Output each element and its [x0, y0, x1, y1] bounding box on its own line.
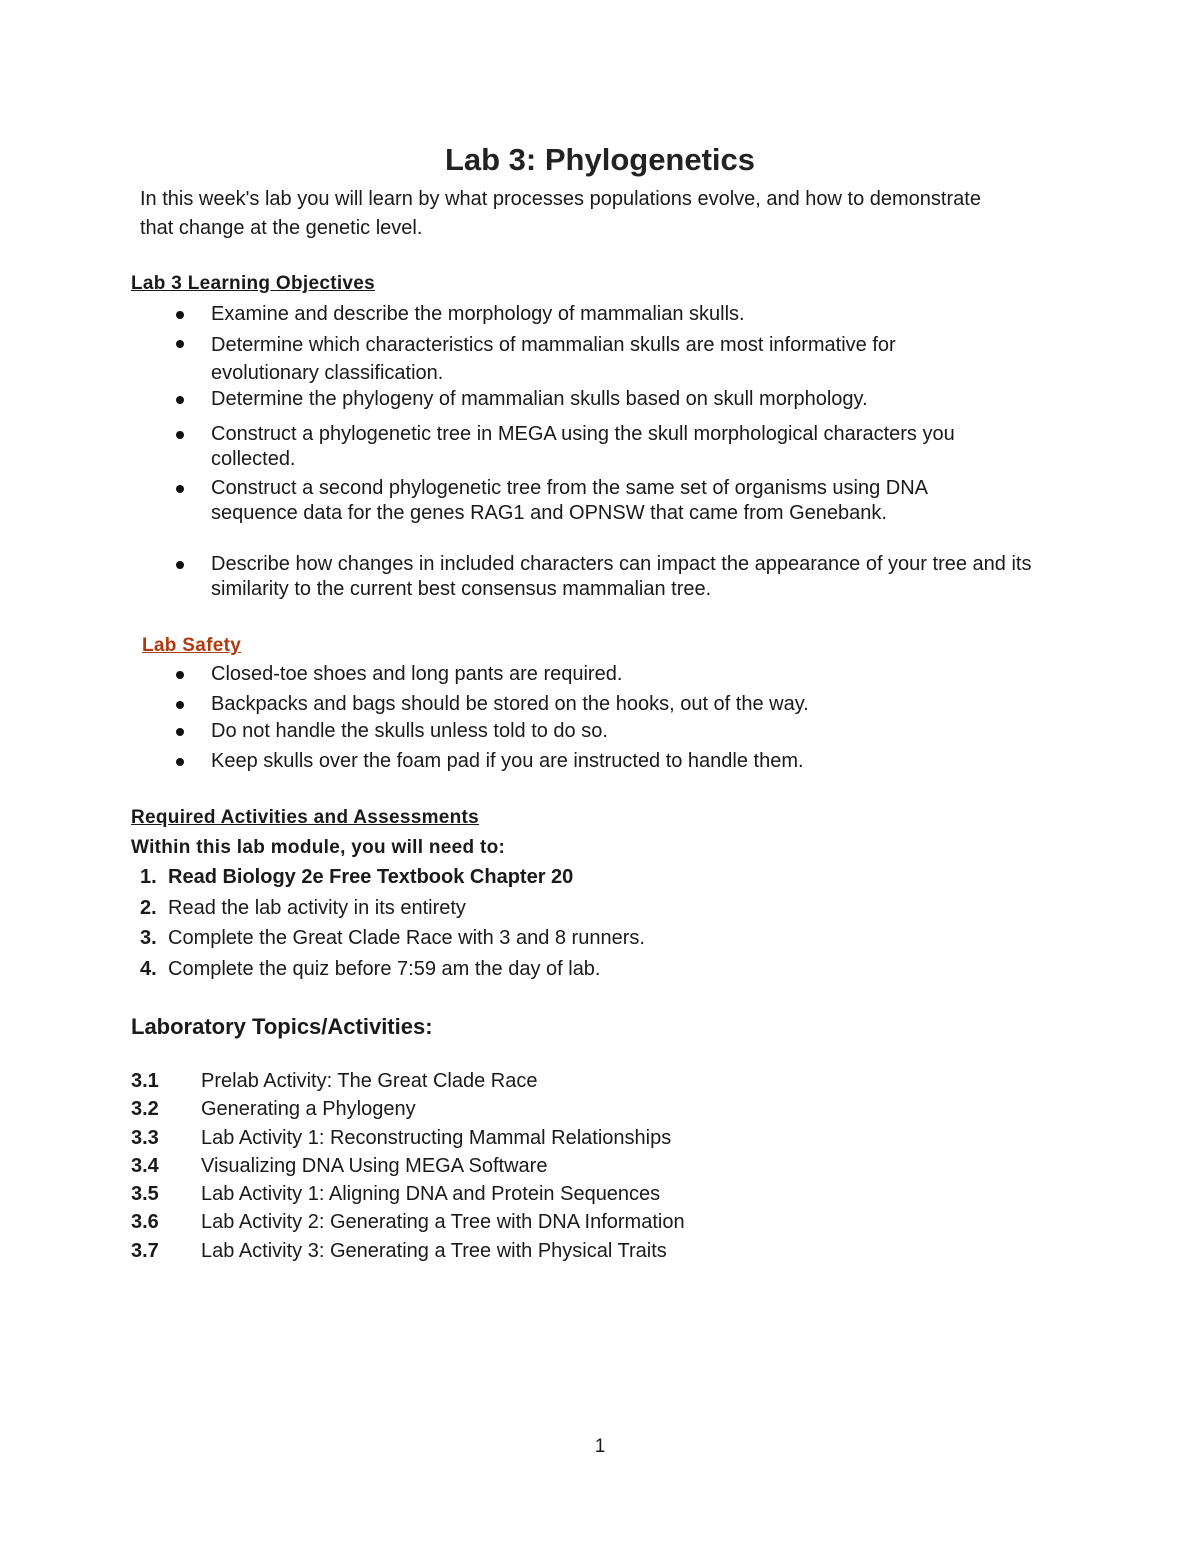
item-number: 4. — [140, 957, 157, 980]
list-item: Keep skulls over the foam pad if you are instructed to handle them. — [171, 749, 1071, 774]
topic-number: 3.4 — [131, 1154, 159, 1177]
list-item: Construct a second phylogenetic tree from the same set of organisms using DNA sequence data for the genes RAG1 and OPNSW that came from Genebank. — [171, 476, 951, 526]
topic-item — [131, 1238, 685, 1266]
topic-text: Prelab Activity: The Great Clade Race — [201, 1070, 538, 1092]
item-number: 2. — [140, 896, 157, 919]
topic-text: Generating a Phylogeny — [201, 1098, 416, 1121]
list-item: Closed-toe shoes and long pants are required. — [171, 662, 1071, 687]
item-number: 3. — [140, 927, 157, 949]
topic-text: Lab Activity 1: Aligning DNA and Protein Sequences — [201, 1183, 661, 1206]
required-heading: Required Activities and Assessments — [131, 807, 480, 828]
required-list — [140, 864, 645, 986]
topic-item — [131, 1209, 685, 1237]
topic-item — [131, 1153, 685, 1181]
topic-number: 3.2 — [131, 1098, 159, 1121]
item-text: Read Biology 2e Free Textbook Chapter 20 — [168, 866, 574, 888]
list-item — [140, 864, 645, 895]
item-number: 1. — [140, 866, 157, 888]
topic-text: Visualizing DNA Using MEGA Software — [201, 1154, 548, 1177]
list-item: Backpacks and bags should be stored on the hooks, out of the way. — [171, 692, 1071, 717]
item-text: Complete the quiz before 7:59 am the day of lab. — [168, 957, 601, 980]
topic-number: 3.6 — [131, 1211, 159, 1234]
topic-number: 3.3 — [131, 1126, 159, 1149]
list-item: Describe how changes in included characters can impact the appearance of your tree and its similarity to the current best consensus mammalian tree. — [171, 552, 1071, 602]
page-title: Lab 3: Phylogenetics — [444, 142, 756, 177]
objectives-heading: Lab 3 Learning Objectives — [131, 273, 376, 294]
topic-number: 3.5 — [131, 1183, 159, 1206]
topics-heading: Laboratory Topics/Activities: — [131, 1014, 433, 1039]
topic-item — [131, 1181, 685, 1209]
list-item: Determine the phylogeny of mammalian skulls based on skull morphology. — [171, 387, 1071, 412]
topic-text: Lab Activity 2: Generating a Tree with DNA Information — [201, 1211, 685, 1234]
list-item: Construct a phylogenetic tree in MEGA using the skull morphological characters you collected. — [171, 422, 1001, 472]
required-subheading: Within this lab module, you will need to: — [131, 837, 506, 858]
intro-line: In this week's lab you will learn by what processes populations evolve, and how to demonstrate — [140, 188, 981, 210]
list-item — [140, 895, 645, 926]
topic-number: 3.1 — [131, 1070, 159, 1092]
topic-text: Lab Activity 3: Generating a Tree with Physical Traits — [201, 1239, 667, 1262]
item-text: Read the lab activity in its entirety — [168, 896, 466, 919]
page-number: 1 — [594, 1436, 606, 1457]
topic-number: 3.7 — [131, 1239, 159, 1262]
list-item — [140, 925, 645, 956]
topics-list — [131, 1068, 685, 1266]
topic-item — [131, 1068, 685, 1096]
topic-item — [131, 1125, 685, 1153]
topic-item — [131, 1096, 685, 1124]
item-text: Complete the Great Clade Race with 3 and 8 runners. — [168, 927, 645, 949]
intro-line: that change at the genetic level. — [140, 217, 423, 239]
list-item: Do not handle the skulls unless told to do so. — [171, 719, 1071, 744]
intro-paragraph — [140, 185, 1070, 243]
topic-text: Lab Activity 1: Reconstructing Mammal Relationships — [201, 1126, 672, 1149]
list-item: Examine and describe the morphology of mammalian skulls. — [171, 302, 1071, 327]
list-item: Determine which characteristics of mammalian skulls are most informative for evolutionary classification. — [171, 331, 971, 387]
list-item — [140, 956, 645, 987]
safety-heading: Lab Safety — [142, 635, 242, 656]
